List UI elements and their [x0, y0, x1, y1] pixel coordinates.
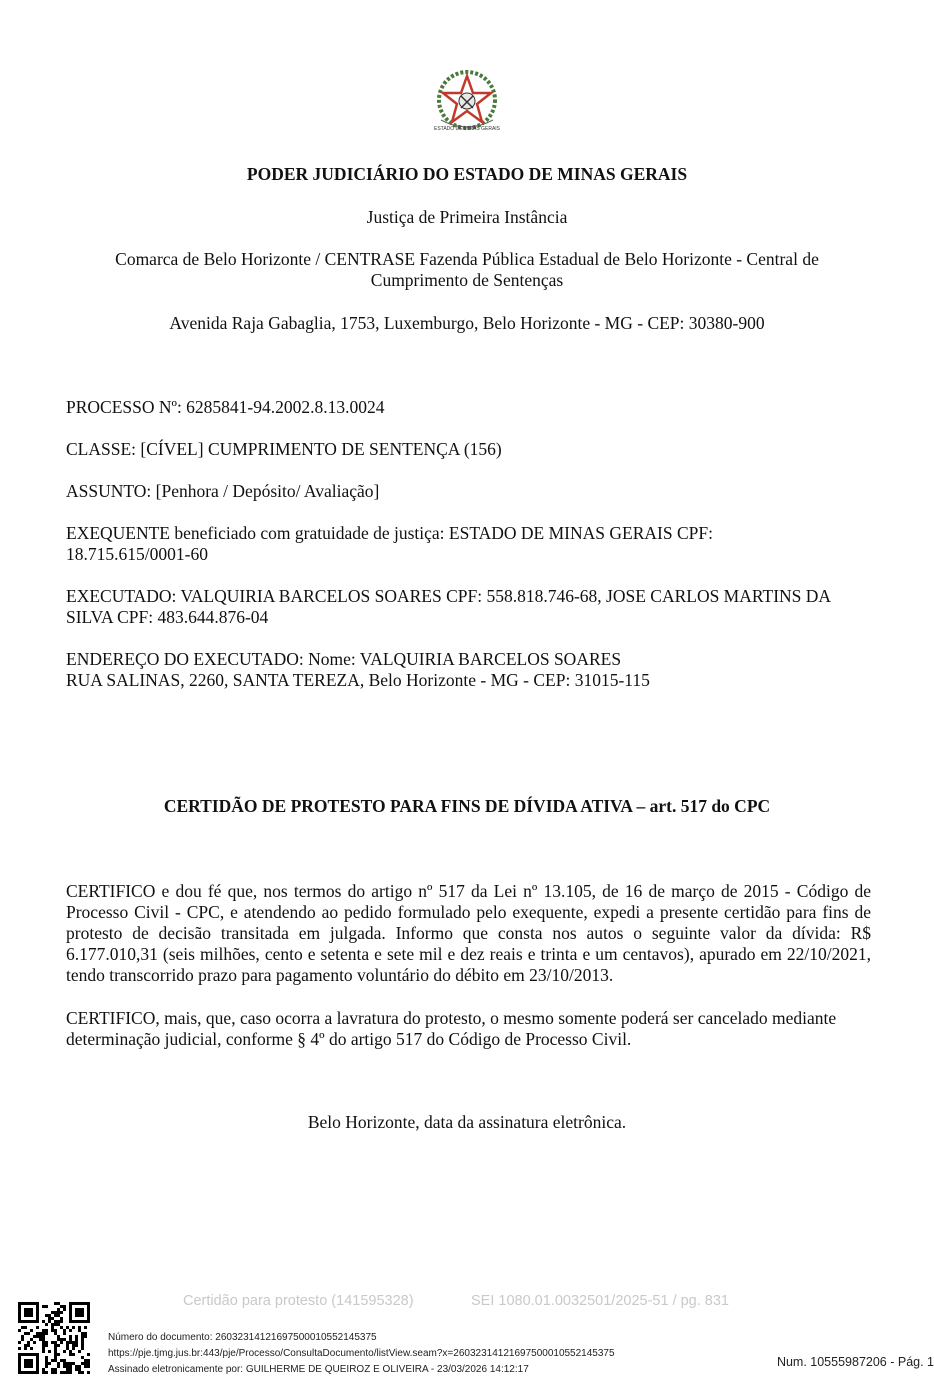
watermark-right: SEI 1080.01.0032501/2025-51 / pg. 831 [471, 1293, 729, 1309]
doc-number: Número do documento: 26032314121697500010552145375 [108, 1332, 377, 1343]
watermark-left: Certidão para protesto (141595328) [183, 1293, 414, 1309]
case-class: CLASSE: [CÍVEL] CUMPRIMENTO DE SENTENÇA (156) [66, 439, 502, 459]
court-address: Avenida Raja Gabaglia, 1753, Luxemburgo, Belo Horizonte - MG - CEP: 30380-900 [169, 313, 765, 333]
court-instance: Justiça de Primeira Instância [366, 207, 568, 227]
qr-code [18, 1302, 90, 1374]
case-number: PROCESSO Nº: 6285841-94.2002.8.13.0024 [66, 397, 385, 417]
svg-text:ESTADO DE MINAS GERAIS: ESTADO DE MINAS GERAIS [433, 126, 501, 132]
certificate-paragraph-2: CERTIFICO, mais, que, caso ocorra a lavratura do protesto, o mesmo somente poderá ser cancelado mediante determinação judicial, conforme § 4º do artigo 517 do Código de Processo Civil. [66, 1008, 837, 1049]
doc-url[interactable]: https://pje.tjmg.jus.br:443/pje/Processo/ConsultaDocumento/listView.seam?x=26032314121697500010552145375 [108, 1348, 615, 1359]
case-exequente: EXEQUENTE beneficiado com gratuidade de justiça: ESTADO DE MINAS GERAIS CPF: 18.715.615/0001-60 [66, 523, 713, 564]
signature-line: Assinado eletronicamente por: GUILHERME DE QUEIROZ E OLIVEIRA - 23/03/2026 14:12:17 [108, 1364, 529, 1375]
certificate-paragraph-1: CERTIFICO e dou fé que, nos termos do artigo nº 517 da Lei nº 13.105, de 16 de março de 2015 - Código de Processo Civil - CPC, e atendendo ao pedido formulado pelo exequente, expedi a presente certidão para fins de protesto de decisão transitada em julgada. Informo que consta nos autos o seguinte valor da dívida: R$ 6.177.010,31 (seis milhões, cento e setenta e sete mil e dez reais e trinta e um centavos), apurado em 22/10/2021, tendo transcorrido prazo para pagamento voluntário do débito em 23/10/2013. [66, 881, 871, 985]
case-executado: EXECUTADO: VALQUIRIA BARCELOS SOARES CPF: 558.818.746-68, JOSE CARLOS MARTINS DA SILVA CPF: 483.644.876-04 [66, 586, 831, 627]
case-address-line1: ENDEREÇO DO EXECUTADO: Nome: VALQUIRIA BARCELOS SOARES [66, 649, 622, 669]
court-title: PODER JUDICIÁRIO DO ESTADO DE MINAS GERAIS [246, 164, 688, 184]
case-subject: ASSUNTO: [Penhora / Depósito/ Avaliação] [66, 481, 380, 501]
certificate-closing: Belo Horizonte, data da assinatura eletrônica. [307, 1112, 627, 1132]
page-number: Num. 10555987206 - Pág. 1 [776, 1355, 934, 1369]
state-crest-seal [427, 68, 507, 136]
certificate-heading: CERTIDÃO DE PROTESTO PARA FINS DE DÍVIDA ATIVA – art. 517 do CPC [163, 796, 771, 816]
case-address-line2: RUA SALINAS, 2260, SANTA TEREZA, Belo Horizonte - MG - CEP: 31015-115 [66, 670, 650, 690]
court-comarca: Comarca de Belo Horizonte / CENTRASE Fazenda Pública Estadual de Belo Horizonte - Central de Cumprimento de Sentenças [115, 249, 819, 290]
